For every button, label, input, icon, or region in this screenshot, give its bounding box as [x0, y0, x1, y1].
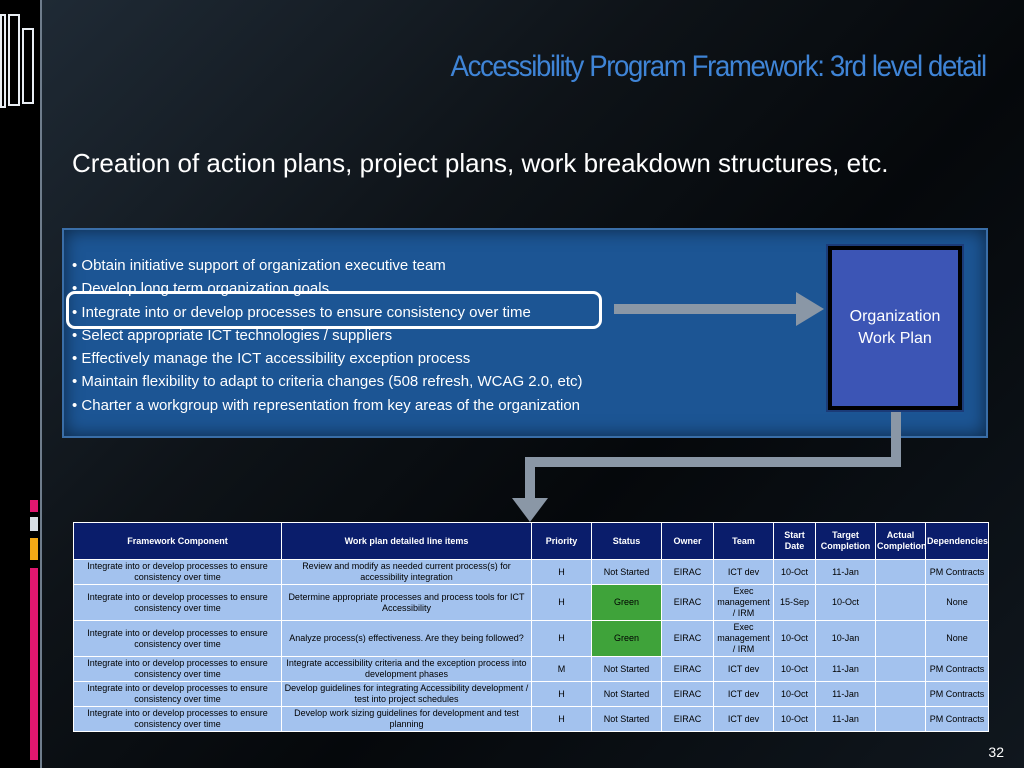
table-cell: PM Contracts — [926, 707, 989, 732]
table-cell: Exec management / IRM — [714, 621, 774, 657]
table-cell: Determine appropriate processes and process tools for ICT Accessibility — [282, 585, 532, 621]
work-plan-table — [73, 522, 988, 732]
bullet-item: • Obtain initiative support of organization executive team — [72, 257, 446, 274]
column-header: Start Date — [774, 523, 816, 560]
table-cell: 10-Oct — [774, 707, 816, 732]
table-row — [74, 707, 989, 732]
table-cell — [876, 707, 926, 732]
table-cell — [876, 585, 926, 621]
table-cell: Integrate accessibility criteria and the exception process into development phases — [282, 657, 532, 682]
table-cell: 10-Oct — [774, 621, 816, 657]
column-header: Framework Component — [74, 523, 282, 560]
table-cell: H — [532, 560, 592, 585]
table-cell: Integrate into or develop processes to ensure consistency over time — [74, 585, 282, 621]
table-cell: Not Started — [592, 560, 662, 585]
table-header-row — [74, 523, 989, 560]
bullet-item: • Develop long term organization goals — [72, 280, 330, 298]
table-cell: Integrate into or develop processes to ensure consistency over time — [74, 682, 282, 707]
table-row — [74, 682, 989, 707]
bullet-item: • Maintain flexibility to adapt to criteria changes (508 refresh, WCAG 2.0, etc) — [72, 373, 583, 391]
table-row — [74, 585, 989, 621]
table-cell: ICT dev — [714, 657, 774, 682]
table-cell: ICT dev — [714, 707, 774, 732]
table-cell: Exec management / IRM — [714, 585, 774, 621]
table-row — [74, 560, 989, 585]
table-cell: Analyze process(s) effectiveness. Are they being followed? — [282, 621, 532, 657]
table-cell: 11-Jan — [816, 707, 876, 732]
table-cell — [876, 682, 926, 707]
slide-subtitle: Creation of action plans, project plans, work breakdown structures, etc. — [72, 148, 889, 178]
table-cell: Green — [592, 621, 662, 657]
table-cell: Develop guidelines for integrating Accessibility development / test into project schedules — [282, 682, 532, 707]
table-cell: 15-Sep — [774, 585, 816, 621]
arrow-right-head — [796, 292, 824, 326]
table-cell: 11-Jan — [816, 560, 876, 585]
column-header: Dependencies — [926, 523, 989, 560]
table-cell: Integrate into or develop processes to ensure consistency over time — [74, 560, 282, 585]
table-cell: Not Started — [592, 682, 662, 707]
column-header: Owner — [662, 523, 714, 560]
table-cell — [876, 621, 926, 657]
column-header: Status — [592, 523, 662, 560]
column-header: Work plan detailed line items — [282, 523, 532, 560]
table-cell: Integrate into or develop processes to ensure consistency over time — [74, 621, 282, 657]
arrow-down-head — [512, 498, 548, 522]
table-cell: ICT dev — [714, 682, 774, 707]
table-cell: PM Contracts — [926, 657, 989, 682]
bullet-item: • Select appropriate ICT technologies / suppliers — [72, 326, 393, 344]
table-cell: PM Contracts — [926, 560, 989, 585]
table-cell: Not Started — [592, 707, 662, 732]
table-cell: EIRAC — [662, 585, 714, 621]
table-cell: EIRAC — [662, 682, 714, 707]
org-box-line: Work Plan — [858, 330, 932, 347]
column-header: Priority — [532, 523, 592, 560]
table-cell: Green — [592, 585, 662, 621]
table-cell: EIRAC — [662, 560, 714, 585]
table-cell: Review and modify as needed current process(s) for accessibility integration — [282, 560, 532, 585]
org-work-plan-box — [828, 246, 962, 410]
table-cell — [876, 560, 926, 585]
table-cell: ICT dev — [714, 560, 774, 585]
table-cell: 10-Oct — [774, 560, 816, 585]
bullet-item: • Integrate into or develop processes to ensure consistency over time — [72, 303, 531, 321]
org-box-line: Organization — [849, 308, 941, 325]
column-header: Target Completion — [816, 523, 876, 560]
table-cell — [876, 657, 926, 682]
column-header: Actual Completion — [876, 523, 926, 560]
table-cell: PM Contracts — [926, 682, 989, 707]
table-cell: H — [532, 621, 592, 657]
table-cell: Not Started — [592, 657, 662, 682]
table-cell: 11-Jan — [816, 682, 876, 707]
table-cell: None — [926, 621, 989, 657]
bullet-item: • Charter a workgroup with representation from key areas of the organization — [72, 396, 581, 414]
table-cell: Integrate into or develop processes to ensure consistency over time — [74, 657, 282, 682]
table-row — [74, 657, 989, 682]
table-row — [74, 621, 989, 657]
table-cell: H — [532, 707, 592, 732]
table-cell: EIRAC — [662, 621, 714, 657]
slide-title: Accessibility Program Framework: 3rd level detail — [450, 50, 986, 83]
table-cell: Develop work sizing guidelines for development and test planning — [282, 707, 532, 732]
table-cell: H — [532, 585, 592, 621]
table-cell: M — [532, 657, 592, 682]
table-cell: 10-Jan — [816, 621, 876, 657]
table-body — [74, 560, 989, 732]
page-number: 32 — [988, 744, 1004, 760]
arrow-right-shaft — [614, 304, 798, 314]
table-cell: 10-Oct — [816, 585, 876, 621]
column-header: Team — [714, 523, 774, 560]
table-cell: None — [926, 585, 989, 621]
bullet-item: • Effectively manage the ICT accessibility exception process — [72, 350, 471, 368]
table-cell: H — [532, 682, 592, 707]
arrow-down-shaft — [530, 408, 896, 500]
table-cell: Integrate into or develop processes to ensure consistency over time — [74, 707, 282, 732]
table-cell: 10-Oct — [774, 682, 816, 707]
table-cell: 10-Oct — [774, 657, 816, 682]
table-cell: EIRAC — [662, 657, 714, 682]
table-cell: EIRAC — [662, 707, 714, 732]
table-cell: 11-Jan — [816, 657, 876, 682]
